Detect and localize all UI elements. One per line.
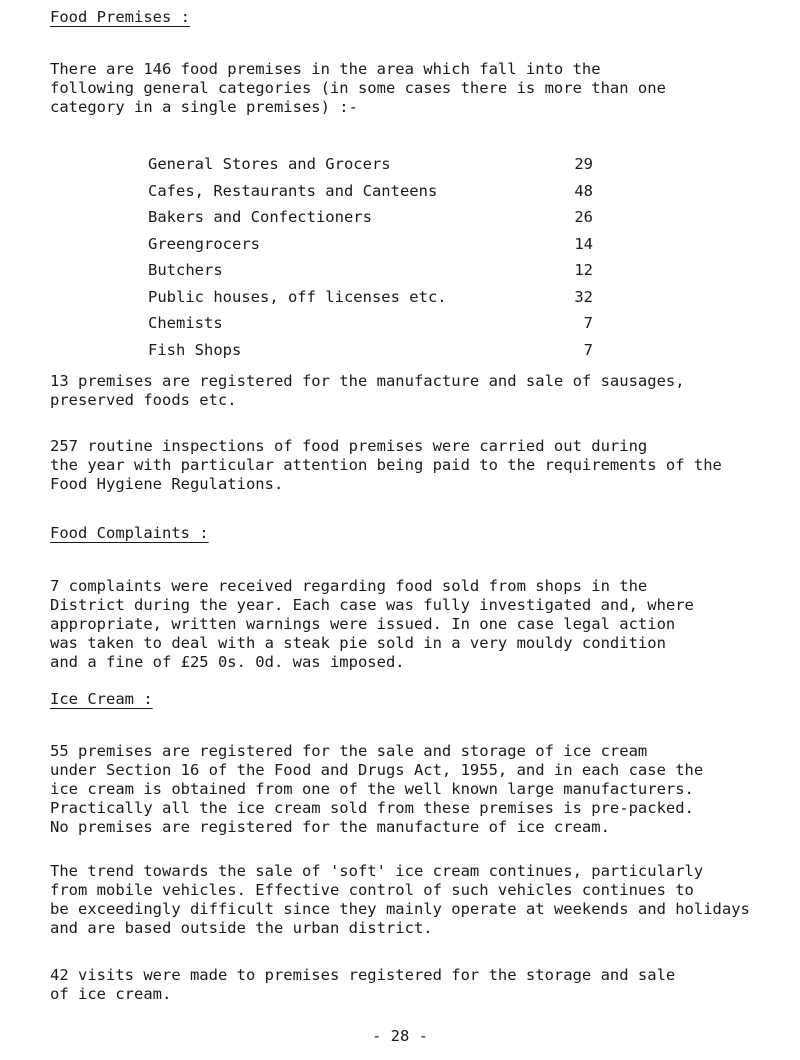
category-row [148,314,593,341]
category-label: Bakers and Confectioners [148,208,372,226]
category-label: Greengrocers [148,234,260,253]
category-row [148,155,593,182]
category-count: 26 [574,208,593,226]
category-list [148,155,593,367]
registered-premises-paragraph: 13 premises are registered for the manufacture and sale of sausages, preserved foods etc. [50,372,685,409]
category-count: 14 [574,234,593,253]
ice-cream-paragraph-1: 55 premises are registered for the sale and storage of ice cream under Section 16 of the Food and Drugs Act, 1955, and in each case the ice cream is obtained from one of the well known large manufacturers. Practically all the ice cream sold from these premises is pre-packed. No premises are registered for the manufacture of ice cream. [50,742,704,836]
category-row [148,341,593,368]
food-premises-intro: There are 146 food premises in the area which fall into the following general categories (in some cases there is more than one category in a single premises) :- [50,60,666,116]
category-label: General Stores and Grocers [148,155,391,173]
category-count: 48 [574,181,593,200]
category-label: Fish Shops [148,340,242,359]
food-premises-heading: Food Premises : [50,8,190,26]
category-row [148,208,593,235]
ice-cream-paragraph-3: 42 visits were made to premises registered for the storage and sale of ice cream. [50,966,676,1003]
ice-cream-heading: Ice Cream : [50,690,153,708]
page-number: - 28 - [372,1027,428,1045]
food-complaints-heading: Food Complaints : [50,524,209,542]
ice-cream-paragraph-2: The trend towards the sale of 'soft' ice cream continues, particularly from mobile vehicles. Effective control of such vehicles continues to be exceedingly difficult since they mainly operate at weekends and holidays and are based outside the urban district. [50,862,750,937]
category-count: 7 [583,314,593,332]
category-row [148,235,593,262]
category-label: Chemists [148,314,223,332]
category-row [148,182,593,209]
category-label: Cafes, Restaurants and Canteens [148,181,438,200]
category-label: Butchers [148,261,223,279]
category-count: 12 [574,261,593,279]
category-row [148,261,593,288]
inspections-paragraph: 257 routine inspections of food premises were carried out during the year with particular attention being paid to the requirements of the Food Hygiene Regulations. [50,437,722,493]
category-row [148,288,593,315]
category-count: 7 [583,340,593,359]
food-complaints-paragraph: 7 complaints were received regarding food sold from shops in the District during the year. Each case was fully investigated and, where appropriate, written warnings were issued. In one case legal action was taken to deal with a steak pie sold in a very mouldy condition and a fine of £25 0s. 0d. was imposed. [50,577,694,671]
category-count: 29 [574,155,593,173]
category-count: 32 [574,287,593,306]
category-label: Public houses, off licenses etc. [148,287,447,306]
